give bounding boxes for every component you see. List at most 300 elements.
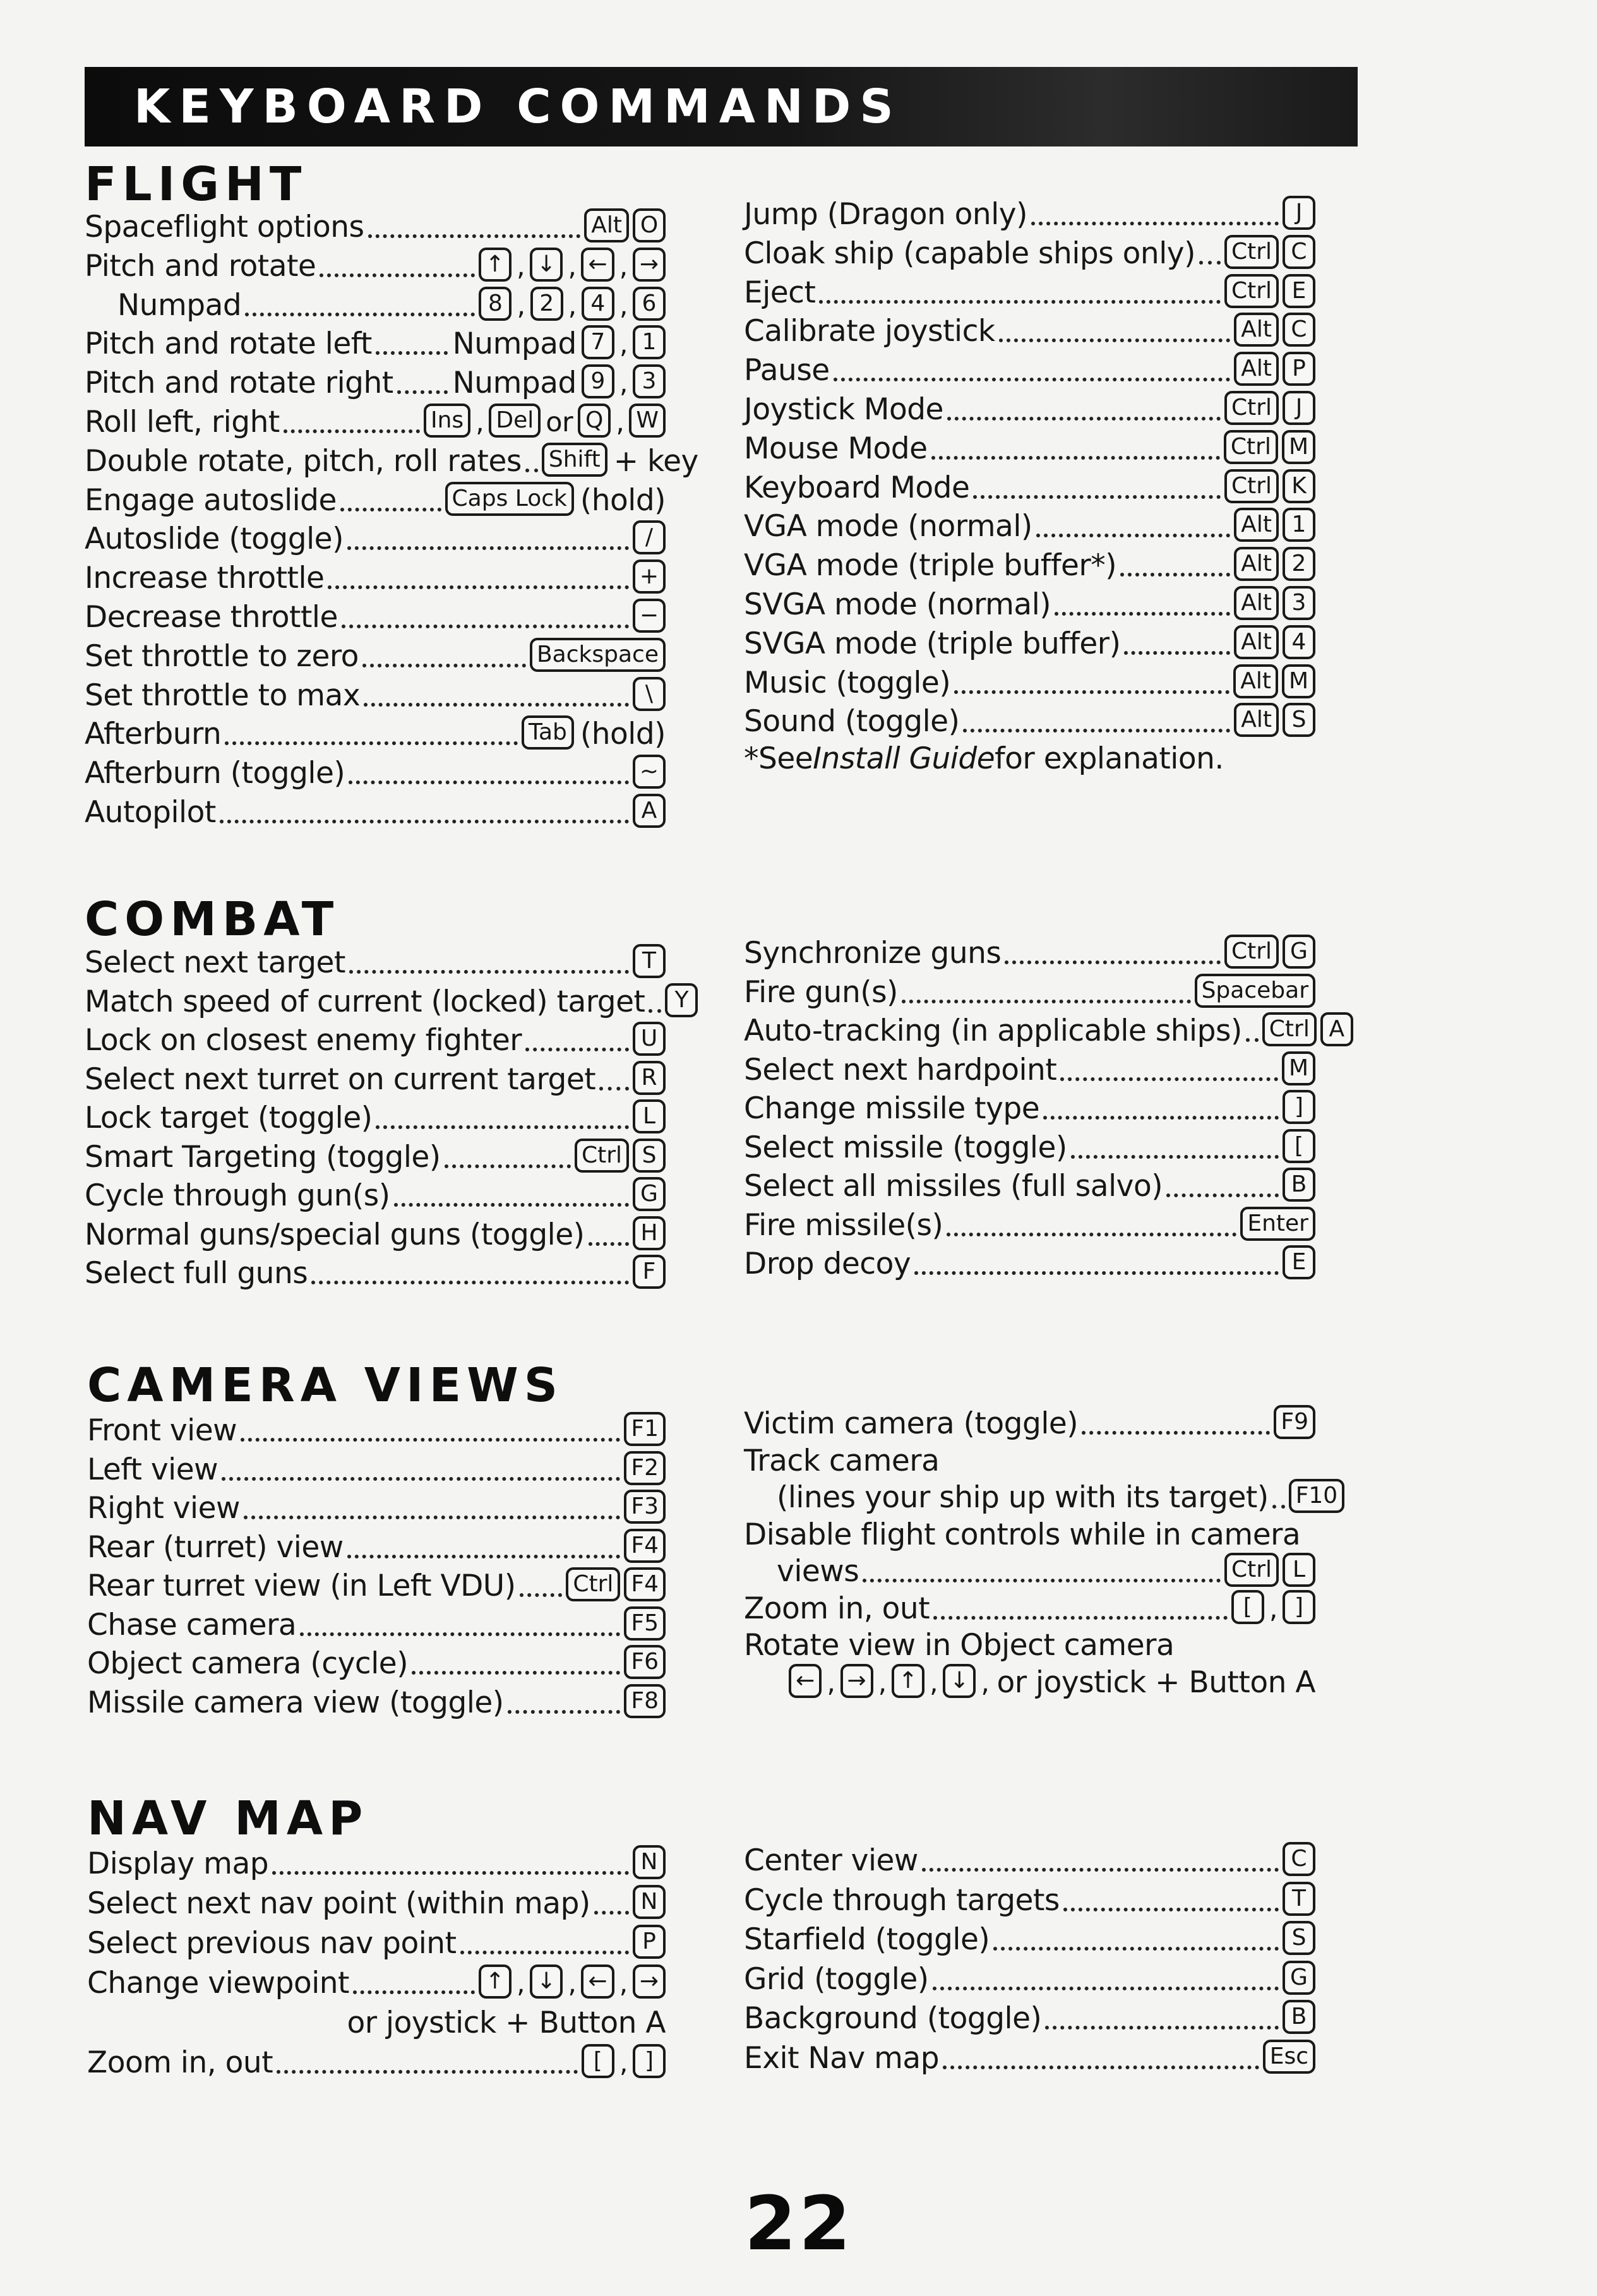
command-row — [744, 274, 1315, 312]
keycap: Alt — [584, 208, 629, 242]
dot-leader — [277, 2070, 578, 2074]
dot-leader — [963, 729, 1230, 732]
keycap: ~ — [633, 755, 666, 789]
command-row — [744, 1553, 1315, 1591]
keycap: E — [1283, 274, 1315, 308]
keycap: ← — [581, 248, 614, 282]
keycap: T — [633, 944, 666, 978]
command-row — [744, 2000, 1315, 2038]
dot-leader — [300, 1632, 620, 1636]
keycap: ← — [789, 1664, 822, 1698]
command-row — [744, 1590, 1315, 1628]
command-suffix: + key — [613, 444, 698, 479]
command-row — [87, 1451, 666, 1489]
dot-leader — [1124, 651, 1230, 655]
section-heading-camera: CAMERA VIEWS — [87, 1358, 564, 1413]
dot-leader — [284, 429, 420, 433]
command-row — [87, 1412, 666, 1450]
keycap: R — [633, 1061, 666, 1095]
key-separator: , — [1269, 1593, 1277, 1625]
dot-leader — [376, 1125, 629, 1129]
keycap: B — [1283, 2000, 1315, 2034]
keycap: Alt — [1233, 664, 1278, 698]
command-label: Match speed of current (locked) target — [85, 984, 645, 1019]
command-suffix: or joystick + Button A — [996, 1665, 1315, 1700]
dot-leader — [1031, 222, 1279, 225]
footnote-pre: *See — [744, 741, 813, 776]
dot-leader — [1060, 1077, 1278, 1081]
command-label: Background (toggle) — [744, 2001, 1042, 2036]
command-row — [85, 1061, 666, 1099]
command-row — [744, 1479, 1338, 1517]
command-label: Pitch and rotate — [85, 249, 316, 284]
command-label: Select missile (toggle) — [744, 1130, 1067, 1165]
command-row — [87, 1490, 666, 1528]
key-combo — [633, 1022, 666, 1060]
command-label: SVGA mode (normal) — [744, 587, 1051, 622]
key-combo — [566, 1567, 666, 1605]
dot-leader — [349, 780, 629, 784]
dot-leader — [353, 1990, 475, 1994]
keycap: ] — [633, 2044, 666, 2078]
command-label: Select next nav point (within map) — [87, 1886, 590, 1921]
key-combo — [1283, 1961, 1315, 1999]
key-combo — [633, 1216, 666, 1254]
keycap: Ctrl — [1262, 1012, 1317, 1046]
dot-leader — [412, 1671, 620, 1675]
dot-leader — [931, 456, 1220, 460]
dot-leader — [943, 2066, 1259, 2069]
command-row — [85, 443, 698, 481]
key-combo — [789, 1664, 990, 1702]
command-label: Grid (toggle) — [744, 1962, 929, 1997]
dot-leader — [349, 970, 629, 974]
key-combo — [1224, 935, 1315, 972]
key-separator: , — [516, 1968, 525, 1999]
command-row — [744, 586, 1315, 624]
keycap: Alt — [1234, 352, 1279, 386]
command-label: Engage autoslide — [85, 483, 337, 518]
keycap: F1 — [624, 1412, 666, 1446]
command-label: VGA mode (normal) — [744, 509, 1032, 544]
key-combo — [1283, 1245, 1315, 1283]
command-row — [744, 1627, 1315, 1665]
dot-leader — [272, 1871, 629, 1875]
keycap: Enter — [1240, 1207, 1315, 1241]
command-row — [744, 703, 1315, 741]
command-label: Keyboard Mode — [744, 470, 970, 505]
key-combo — [479, 287, 666, 325]
key-separator: , — [568, 251, 577, 282]
key-combo — [1283, 1882, 1315, 1920]
key-combo — [624, 1606, 666, 1644]
key-combo — [1234, 586, 1315, 624]
keycap: 6 — [633, 287, 666, 321]
keycap: + — [633, 559, 666, 594]
command-row — [744, 935, 1315, 972]
command-suffix: or joystick + Button A — [347, 2006, 666, 2040]
keycap: W — [629, 404, 666, 438]
keycap: G — [1283, 1961, 1315, 1995]
command-label: Select previous nav point — [87, 1926, 457, 1961]
dot-leader — [508, 1710, 621, 1714]
key-combo — [1240, 1207, 1315, 1245]
keycap: A — [633, 794, 666, 828]
keycap: ↑ — [892, 1664, 924, 1698]
key-combo — [452, 325, 666, 363]
command-label: Pause — [744, 353, 830, 388]
command-label: Roll left, right — [85, 405, 280, 439]
dot-leader — [376, 351, 448, 355]
key-combo — [1224, 235, 1315, 273]
key-combo — [1263, 2040, 1315, 2078]
command-row — [85, 1139, 666, 1176]
key-separator: , — [568, 1968, 577, 1999]
key-combo — [1283, 2000, 1315, 2038]
keycap: Alt — [1234, 508, 1279, 542]
keycap: Ctrl — [1224, 430, 1278, 464]
keycap: S — [633, 1139, 666, 1173]
command-row — [85, 248, 666, 285]
keycap: 1 — [633, 325, 666, 359]
keycap: F9 — [1274, 1405, 1315, 1439]
dot-leader — [320, 273, 474, 277]
command-row — [87, 1964, 666, 2002]
keycap: F6 — [624, 1645, 666, 1679]
keycap: 9 — [582, 364, 614, 398]
keycap: Ins — [424, 404, 470, 438]
command-row — [85, 364, 666, 402]
key-combo — [582, 2044, 666, 2082]
command-suffix: (hold) — [580, 717, 666, 751]
keycap: M — [1282, 1051, 1315, 1085]
command-label: Set throttle to max — [85, 678, 361, 713]
keycap: Backspace — [530, 638, 666, 672]
key-combo — [624, 1529, 666, 1567]
keycap: [ — [1283, 1129, 1315, 1163]
key-separator: , — [878, 1667, 887, 1699]
key-combo — [1274, 1405, 1315, 1443]
command-label: Exit Nav map — [744, 2041, 940, 2076]
command-row — [744, 1961, 1315, 1999]
command-row — [744, 352, 1315, 390]
command-label: Set throttle to zero — [85, 639, 359, 674]
command-label: Starfield (toggle) — [744, 1922, 990, 1957]
key-combo — [575, 1139, 666, 1176]
command-row — [85, 1022, 666, 1060]
dot-leader — [902, 1000, 1191, 1003]
keycap: Alt — [1234, 547, 1279, 581]
dot-leader — [445, 1164, 571, 1168]
dot-leader — [525, 469, 538, 472]
section-heading-combat: COMBAT — [85, 892, 340, 947]
dot-leader — [460, 1951, 629, 1954]
keycap: ↑ — [479, 1964, 511, 1999]
keycap: ] — [1283, 1590, 1315, 1624]
keycap: 1 — [1283, 508, 1315, 542]
key-combo — [633, 794, 666, 832]
command-row — [744, 1882, 1315, 1920]
key-combo — [1283, 1129, 1315, 1167]
command-row — [744, 313, 1315, 350]
key-separator: , — [619, 328, 628, 360]
keycap: → — [840, 1664, 873, 1698]
keycap: ← — [581, 1964, 614, 1999]
keycap: \ — [633, 677, 666, 711]
keycap: G — [633, 1177, 666, 1211]
dot-leader — [947, 417, 1221, 421]
command-label: Auto-tracking (in applicable ships) — [744, 1013, 1242, 1048]
command-label: Cloak ship (capable ships only) — [744, 236, 1195, 271]
keycap: C — [1283, 235, 1315, 269]
command-label: Cycle through gun(s) — [85, 1178, 390, 1213]
dot-leader — [1082, 1431, 1270, 1435]
key-combo — [424, 404, 666, 441]
key-combo — [624, 1412, 666, 1450]
command-row — [744, 1921, 1315, 1959]
key-separator: , — [619, 2047, 628, 2079]
keycap: M — [1282, 664, 1315, 698]
keycap: S — [1283, 703, 1315, 737]
key-combo — [633, 520, 666, 558]
dot-leader — [520, 1593, 563, 1597]
command-label: Display map — [87, 1846, 269, 1881]
key-combo — [633, 944, 666, 982]
page-title: KEYBOARD COMMANDS — [134, 80, 902, 134]
command-label: Select next target — [85, 945, 345, 980]
flight-footnote — [744, 740, 1315, 778]
command-label: Fire missile(s) — [744, 1208, 943, 1243]
key-combo — [522, 715, 574, 753]
keycap: U — [633, 1022, 666, 1056]
key-combo — [1224, 391, 1315, 429]
keycap: Shift — [542, 443, 607, 477]
command-label: Smart Targeting (toggle) — [85, 1140, 441, 1175]
keycap: ↓ — [943, 1664, 976, 1698]
command-row — [744, 235, 1315, 273]
command-row — [744, 1245, 1315, 1283]
command-label: Chase camera — [87, 1608, 297, 1642]
key-separator: , — [476, 407, 484, 438]
command-row — [744, 1405, 1315, 1443]
command-label: Front view — [87, 1413, 237, 1448]
dot-leader — [1199, 261, 1221, 265]
keycap: Tab — [522, 715, 574, 750]
command-row — [85, 638, 666, 676]
key-prefix: Numpad — [452, 326, 577, 361]
command-label: Eject — [744, 275, 816, 310]
key-combo — [665, 983, 698, 1021]
key-combo — [1283, 1921, 1315, 1959]
dot-leader — [1055, 612, 1230, 616]
dot-leader — [863, 1579, 1221, 1582]
command-row — [87, 1606, 666, 1644]
keycap: A — [1320, 1012, 1353, 1046]
key-combo — [1234, 352, 1315, 390]
keycap: Ctrl — [1224, 935, 1279, 969]
dot-leader — [225, 741, 518, 745]
command-row — [85, 1255, 666, 1293]
dot-leader — [347, 546, 629, 550]
key-separator: , — [827, 1667, 835, 1699]
keycap: 3 — [1283, 586, 1315, 620]
command-label: Numpad — [117, 288, 242, 323]
keycap: H — [633, 1216, 666, 1250]
keycap: T — [1283, 1882, 1315, 1916]
keycap: − — [633, 599, 666, 633]
command-row — [744, 391, 1315, 429]
keycap: 8 — [479, 287, 511, 321]
key-combo — [542, 443, 607, 481]
keycap: N — [633, 1885, 666, 1919]
key-separator: , — [981, 1667, 990, 1699]
dot-leader — [914, 1271, 1279, 1275]
keycap: → — [633, 1964, 666, 1999]
dot-leader — [1246, 1038, 1259, 1042]
key-combo — [1234, 625, 1315, 663]
key-combo — [633, 755, 666, 792]
dot-leader — [834, 378, 1231, 381]
command-label: Missile camera view (toggle) — [87, 1685, 504, 1720]
keycap: Ctrl — [566, 1567, 620, 1601]
command-label: Increase throttle — [85, 561, 325, 595]
key-separator: , — [619, 368, 628, 399]
dot-leader — [244, 1516, 620, 1519]
command-label: (lines your ship up with its target) — [777, 1480, 1269, 1515]
keycap: F3 — [624, 1490, 666, 1524]
command-row — [87, 1885, 666, 1923]
key-combo — [633, 1925, 666, 1963]
dot-leader — [394, 1203, 629, 1207]
keycap: J — [1283, 196, 1315, 230]
command-row — [85, 794, 666, 832]
key-combo — [624, 1490, 666, 1528]
command-label: Drop decoy — [744, 1247, 911, 1281]
dot-leader — [973, 495, 1221, 499]
keycap: Spacebar — [1195, 974, 1315, 1008]
page-number: 22 — [744, 2180, 854, 2267]
keycap: F4 — [624, 1567, 666, 1601]
key-combo — [1283, 1168, 1315, 1205]
command-row — [85, 715, 666, 753]
keycap: Esc — [1263, 2040, 1315, 2074]
dot-leader — [397, 390, 448, 394]
key-combo — [452, 364, 666, 402]
keycap: S — [1283, 1921, 1315, 1955]
key-separator: , — [930, 1667, 938, 1699]
keycap: 3 — [633, 364, 666, 398]
key-combo — [1283, 196, 1315, 234]
command-suffix: (hold) — [580, 483, 666, 518]
command-row — [744, 1090, 1315, 1128]
key-combo — [1233, 664, 1315, 702]
key-separator: , — [516, 251, 525, 282]
command-row — [85, 983, 689, 1021]
command-label: Victim camera (toggle) — [744, 1406, 1079, 1441]
command-label: Track camera — [744, 1444, 940, 1478]
dot-leader — [347, 1555, 621, 1558]
keycap: 4 — [1283, 625, 1315, 659]
keycap: ↓ — [530, 1964, 563, 1999]
keycap: G — [1283, 935, 1315, 969]
command-row — [744, 1168, 1315, 1205]
dot-leader — [947, 1233, 1236, 1236]
dot-leader — [1043, 1116, 1279, 1120]
command-row — [744, 196, 1315, 234]
dot-leader — [1036, 534, 1231, 537]
command-row — [85, 1216, 666, 1254]
section-heading-flight: FLIGHT — [85, 157, 308, 212]
dot-leader — [368, 234, 581, 238]
key-combo — [1289, 1479, 1345, 1517]
command-label: Right view — [87, 1491, 240, 1526]
command-row — [744, 2040, 1315, 2078]
command-label: Zoom in, out — [744, 1591, 930, 1626]
dot-leader — [1063, 1908, 1279, 1911]
command-row — [744, 1664, 1315, 1702]
keycap: M — [1282, 430, 1315, 464]
command-label: views — [777, 1554, 859, 1589]
command-label: Jump (Dragon only) — [744, 197, 1027, 232]
command-label: Lock target (toggle) — [85, 1101, 373, 1135]
command-row — [85, 520, 666, 558]
keycap: [ — [1231, 1590, 1264, 1624]
keycap: / — [633, 520, 666, 554]
key-combo — [624, 1451, 666, 1489]
keycap: L — [1283, 1553, 1315, 1587]
key-combo — [1234, 547, 1315, 585]
command-label: Fire gun(s) — [744, 975, 898, 1010]
key-combo — [633, 677, 666, 715]
dot-leader — [1120, 573, 1230, 577]
command-row — [744, 1051, 1315, 1089]
keycap: Q — [578, 404, 611, 438]
command-row — [87, 1684, 666, 1722]
section-heading-navmap: NAV MAP — [87, 1791, 369, 1846]
dot-leader — [1045, 2026, 1279, 2030]
command-label: Sound (toggle) — [744, 704, 960, 739]
keycap: Alt — [1234, 586, 1279, 620]
keycap: [ — [582, 2044, 614, 2078]
key-combo — [1283, 1090, 1315, 1128]
command-label: Double rotate, pitch, roll rates — [85, 444, 522, 479]
key-combo — [1231, 1590, 1315, 1628]
dot-leader — [599, 1087, 629, 1091]
key-combo — [445, 482, 574, 520]
keycap: ↓ — [530, 248, 563, 282]
keycap: F10 — [1289, 1479, 1345, 1513]
key-combo — [633, 1255, 666, 1293]
command-label: Object camera (cycle) — [87, 1646, 409, 1681]
keycap: P — [633, 1925, 666, 1959]
keycap: 2 — [1283, 547, 1315, 581]
keycap: P — [1283, 352, 1315, 386]
key-separator: , — [616, 407, 625, 438]
key-combo — [633, 1177, 666, 1215]
key-combo — [584, 208, 666, 246]
keycap: F8 — [624, 1684, 666, 1718]
keycap: Alt — [1234, 313, 1279, 347]
keycap: ] — [1283, 1090, 1315, 1124]
keycap: F2 — [624, 1451, 666, 1485]
keycap: Ctrl — [575, 1139, 629, 1173]
command-label: Decrease throttle — [85, 600, 338, 635]
command-row — [85, 404, 666, 441]
command-row — [87, 1845, 666, 1883]
dot-leader — [589, 1242, 630, 1246]
keycap: B — [1283, 1168, 1315, 1202]
dot-leader — [933, 1616, 1228, 1620]
